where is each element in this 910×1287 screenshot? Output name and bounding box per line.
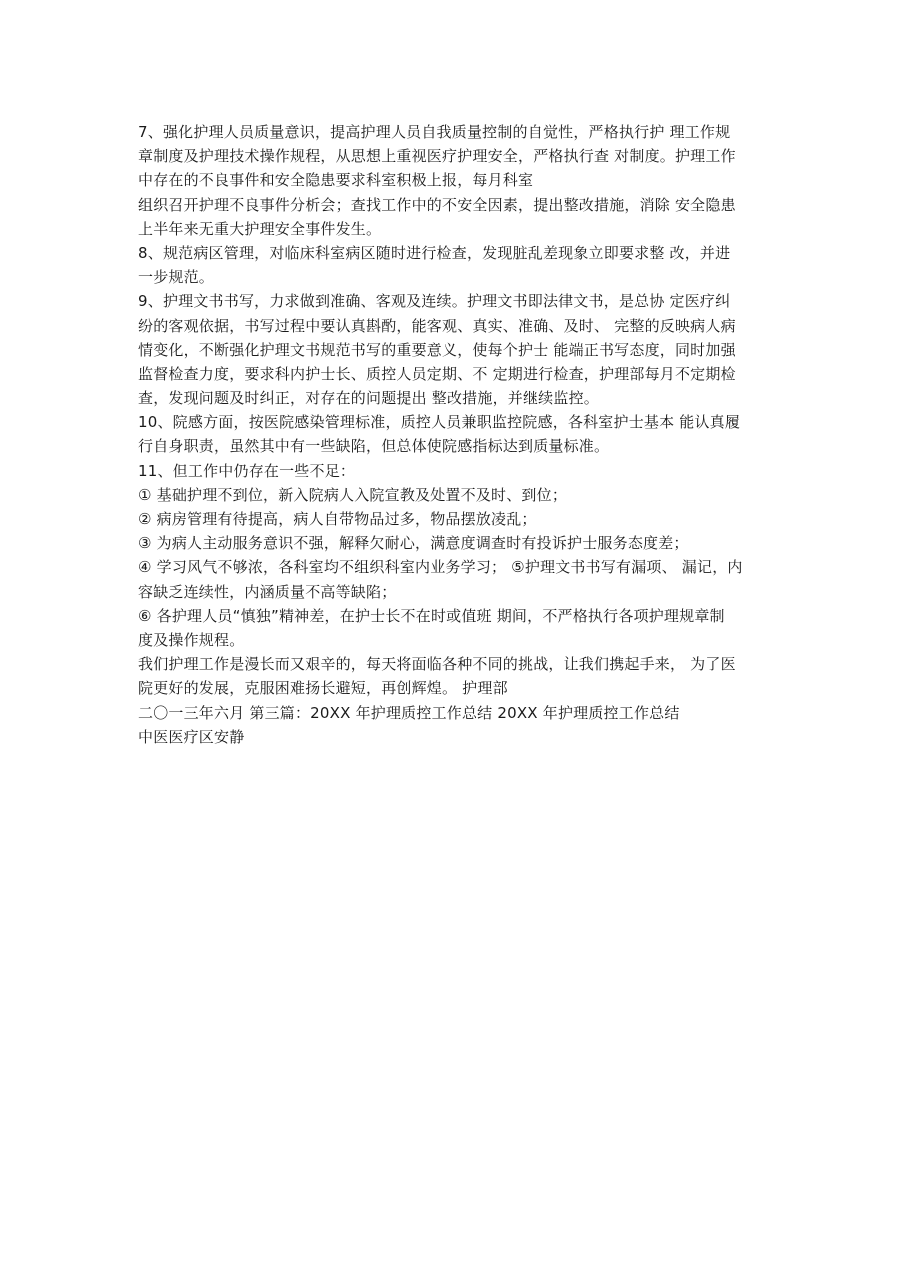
text-line: 组织召开护理不良事件分析会；查找工作中的不安全因素，提出整改措施，消除 安全隐患 <box>138 195 736 214</box>
text-line: ⑥ 各护理人员“慎独”精神差，在护士长不在时或值班 期间，不严格执行各项护理规章制 <box>138 606 725 625</box>
text-line: 11、但工作中仍存在一些不足： <box>138 461 356 480</box>
document-body <box>138 120 778 749</box>
text-line: 7、强化护理人员质量意识，提高护理人员自我质量控制的自觉性，严格执行护 理工作规 <box>138 123 731 141</box>
text-line: 查，发现问题及时纠正，对存在的问题提出 整改措施，并继续监控。 <box>138 389 599 408</box>
text-line: 10、院感方面，按医院感染管理标准，质控人员兼职监控院感，各科室护士基本 能认真履 <box>138 413 741 432</box>
text-line: ① 基础护理不到位，新入院病人入院宣教及处置不及时、到位； <box>138 485 568 504</box>
text-line: 我们护理工作是漫长而又艰辛的，每天将面临各种不同的挑战，让我们携起手来， 为了医 <box>138 655 736 674</box>
text-line: 中医医疗区安静 <box>138 727 245 746</box>
text-line: 二〇一三年六月 第三篇：20XX 年护理质控工作总结 20XX 年护理质控工作总结 <box>138 703 680 722</box>
text-line: 院更好的发展，克服困难扬长避短，再创辉煌。 护理部 <box>138 679 508 698</box>
text-line: 章制度及护理技术操作规程，从思想上重视医疗护理安全，严格执行查 对制度。护理工作 <box>138 147 736 166</box>
text-line: ② 病房管理有待提高，病人自带物品过多，物品摆放凌乱； <box>138 510 537 528</box>
text-line: 8、规范病区管理，对临床科室病区随时进行检查，发现脏乱差现象立即要求整 改，并进 <box>138 243 731 262</box>
text-line: 情变化，不断强化护理文书规范书写的重要意义，使每个护士 能端正书写态度，同时加强 <box>138 340 736 359</box>
text-line: 监督检查力度，要求科内护士长、质控人员定期、不 定期进行检查，护理部每月不定期检 <box>138 364 736 383</box>
text-line: 纷的客观依据，书写过程中要认真斟酌，能客观、真实、准确、及时、 完整的反映病人病 <box>138 316 736 335</box>
text-line: 行自身职责，虽然其中有一些缺陷，但总体使院感指标达到质量标准。 <box>138 437 610 456</box>
text-line: 9、护理文书书写，力求做到准确、客观及连续。护理文书即法律文书，是总协 定医疗纠 <box>138 292 731 311</box>
text-line: 中存在的不良事件和安全隐患要求科室积极上报，每月科室 <box>138 171 534 190</box>
text-line: ④ 学习风气不够浓，各科室均不组织科室内业务学习； ⑤护理文书书写有漏项、 漏记，内 <box>138 558 743 577</box>
text-line: 上半年来无重大护理安全事件发生。 <box>138 219 382 238</box>
text-line: ③ 为病人主动服务意识不强，解释欠耐心，满意度调查时有投诉护士服务态度差； <box>138 534 689 553</box>
text-line: 度及操作规程。 <box>138 630 245 649</box>
text-line: 容缺乏连续性，内涵质量不高等缺陷； <box>138 582 397 601</box>
text-line: 一步规范。 <box>138 268 215 287</box>
